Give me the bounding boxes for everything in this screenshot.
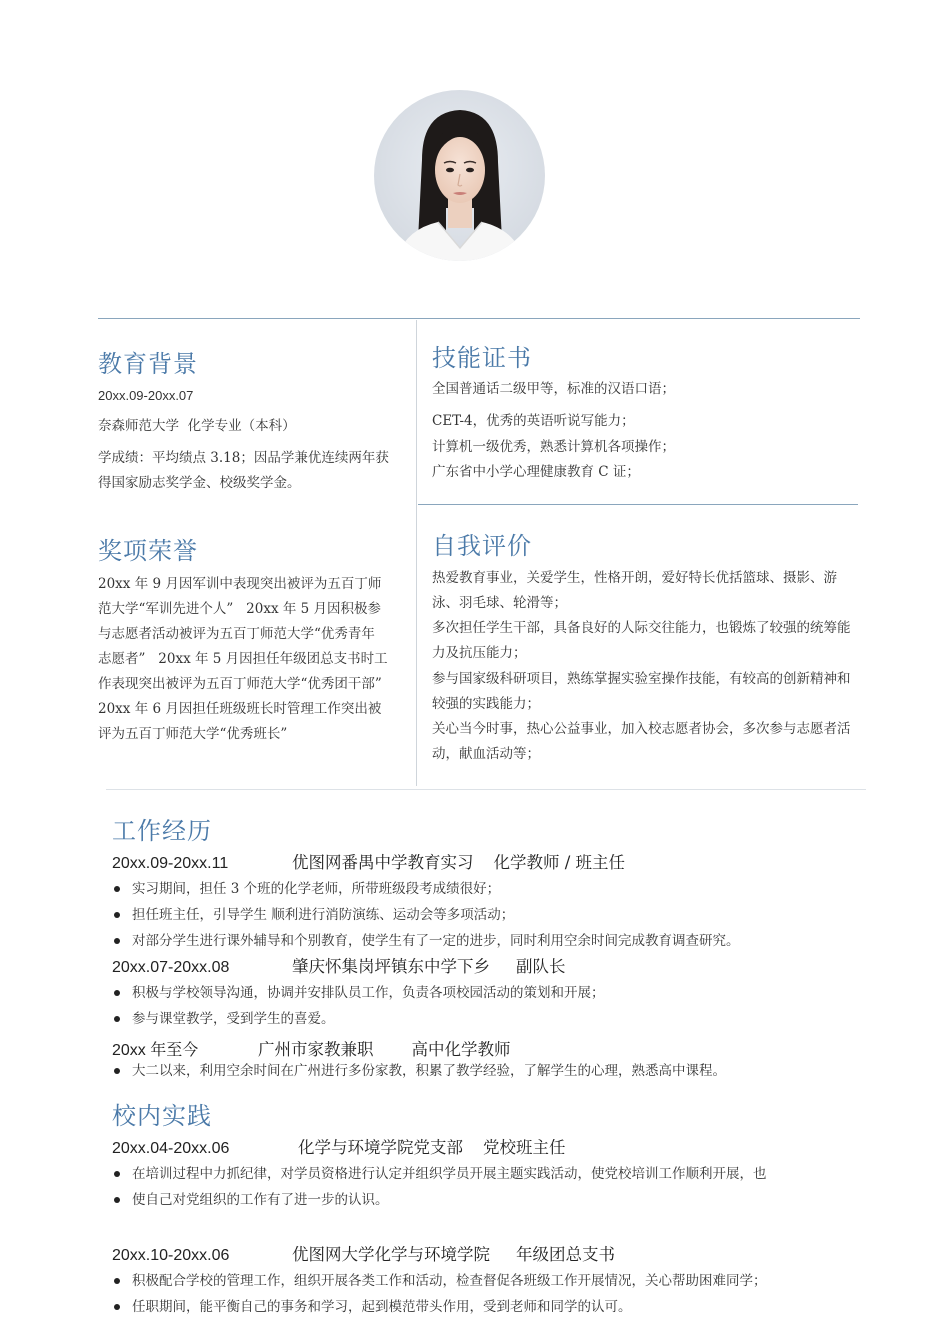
work-job-header: [112, 953, 566, 977]
list-item: 积极配合学校的管理工作，组织开展各类工作和活动，检查督促各班级工作开展情况，关心帮助困难同学；: [112, 1268, 872, 1294]
work-title: 工作经历: [112, 817, 212, 845]
job-org: 广州市家教兼职: [258, 1040, 374, 1059]
job-date: 20xx.04-20xx.06: [112, 1140, 230, 1157]
awards-text: 20xx 年 9 月因军训中表现突出被评为五百丁师范大学“军训先进个人” 20xx 年 5 月因积极参与志愿者活动被评为五百丁师范大学“优秀青年志愿者” 20xx 年 5 月因担任年级团总支书时工作表现突出被评为五百丁师范大学“优秀团干部” 20xx 年 6 月因担任班级班长时管理工作突出被评为五百丁师范大学“优秀班长”: [98, 576, 395, 742]
self-eval-item: 多次担任学生干部，具备良好的人际交往能力，也锻炼了较强的统筹能力及抗压能力；: [432, 620, 851, 661]
list-item: 使自己对党组织的工作有了进一步的认识。: [112, 1187, 872, 1213]
list-item: 担任班主任，引导学生 顺利进行消防演练、运动会等多项活动；: [112, 902, 872, 928]
skill-item: CET-4，优秀的英语听说写能力；: [432, 413, 635, 429]
list-item: 大二以来，利用空余时间在广州进行多份家教，积累了教学经验，了解学生的心理，熟悉高中课程。: [112, 1058, 872, 1084]
work-job-header: [112, 1036, 511, 1060]
work-job-bullets: [112, 1058, 872, 1084]
education-grades: 学成绩：平均绩点 3.18；因品学兼优连续两年获得国家励志奖学金、校级奖学金。: [98, 450, 389, 491]
section-divider: [106, 789, 866, 790]
list-item: 参与课堂教学，受到学生的喜爱。: [112, 1006, 872, 1032]
skills-title: 技能证书: [432, 344, 532, 372]
work-job-header: [112, 849, 625, 873]
job-role: 党校班主任: [483, 1138, 566, 1157]
campus-job-header: [112, 1134, 566, 1158]
campus-job-bullets: [112, 1268, 872, 1320]
self-eval-item: 参与国家级科研项目，熟练掌握实验室操作技能，有较高的创新精神和较强的实践能力；: [432, 671, 851, 712]
list-item: 在培训过程中力抓纪律，对学员资格进行认定并组织学员开展主题实践活动，使党校培训工作顺利开展，也: [112, 1161, 872, 1187]
job-date: 20xx 年至今: [112, 1042, 199, 1059]
job-date: 20xx.10-20xx.06: [112, 1247, 230, 1264]
awards-title: 奖项荣誉: [98, 537, 198, 565]
list-item: 对部分学生进行课外辅导和个别教育，使学生有了一定的进步，同时利用空余时间完成教育调查研究。: [112, 928, 872, 954]
self-eval-item: 关心当今时事，热心公益事业，加入校志愿者协会，多次参与志愿者活动，献血活动等；: [432, 721, 851, 762]
skill-item: 广东省中小学心理健康教育 C 证；: [432, 464, 640, 480]
job-org: 肇庆怀集岗坪镇东中学下乡: [292, 957, 490, 976]
campus-title: 校内实践: [112, 1102, 212, 1130]
column-divider: [416, 320, 417, 786]
job-date: 20xx.07-20xx.08: [112, 959, 230, 976]
work-job-bullets: [112, 876, 872, 954]
job-org: 优图网大学化学与环境学院: [292, 1245, 490, 1264]
portrait-illustration: [374, 90, 545, 261]
education-school: 奈森师范大学 化学专业（本科）: [98, 418, 296, 434]
self-eval-item: 热爱教育事业，关爱学生，性格开朗，爱好特长优括篮球、摄影、游泳、羽毛球、轮滑等；: [432, 570, 837, 611]
self-eval-title: 自我评价: [432, 532, 532, 560]
work-job-bullets: [112, 980, 872, 1032]
job-role: 年级团总支书: [516, 1245, 615, 1264]
job-role: 化学教师 / 班主任: [493, 853, 626, 872]
skill-item: 计算机一级优秀，熟悉计算机各项操作；: [432, 439, 675, 455]
profile-photo: [374, 90, 545, 261]
job-org: 优图网番禺中学教育实习: [292, 853, 474, 872]
job-role: 高中化学教师: [411, 1040, 511, 1059]
campus-job-header: [112, 1241, 615, 1265]
campus-job-bullets: [112, 1161, 872, 1213]
top-divider: [98, 318, 860, 319]
education-date: 20xx.09-20xx.07: [98, 388, 194, 403]
list-item: 实习期间，担任 3 个班的化学老师，所带班级段考成绩很好；: [112, 876, 872, 902]
list-item: 任职期间，能平衡自己的事务和学习，起到模范带头作用，受到老师和同学的认可。: [112, 1294, 872, 1320]
skill-item: 全国普通话二级甲等，标准的汉语口语；: [432, 381, 675, 397]
right-mid-divider: [418, 504, 858, 505]
job-role: 副队长: [516, 957, 566, 976]
list-item: 积极与学校领导沟通，协调并安排队员工作，负责各项校园活动的策划和开展；: [112, 980, 872, 1006]
job-org: 化学与环境学院党支部: [298, 1138, 463, 1157]
job-date: 20xx.09-20xx.11: [112, 855, 229, 872]
education-title: 教育背景: [98, 350, 198, 378]
